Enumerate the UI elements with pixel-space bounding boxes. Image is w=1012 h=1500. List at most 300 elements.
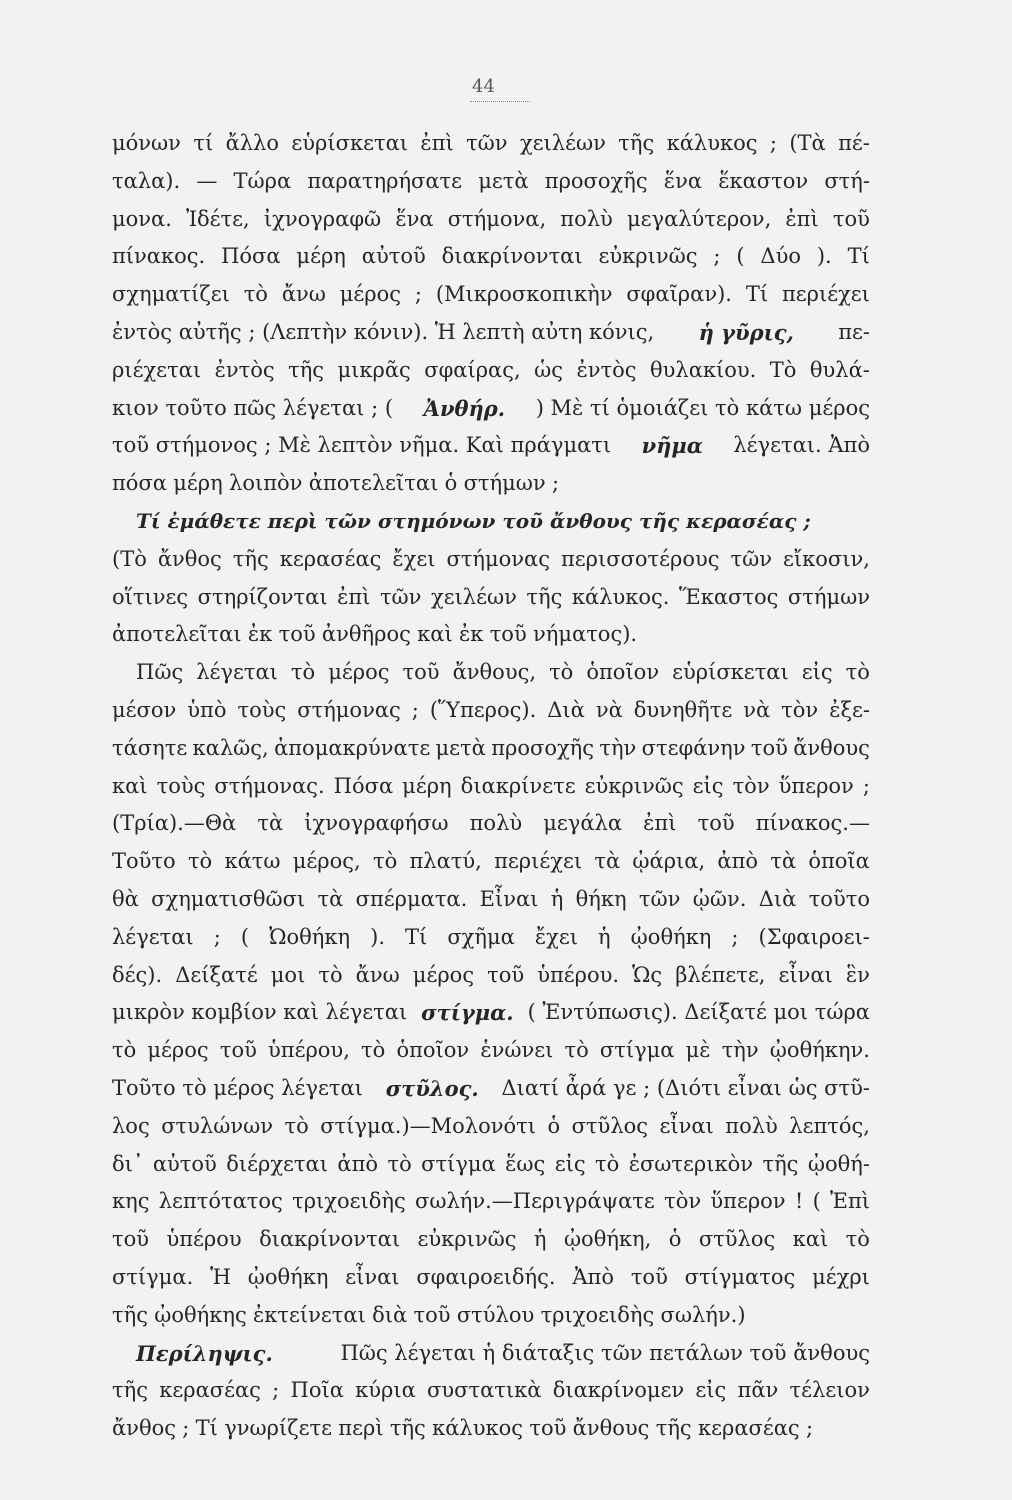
word: (Τρία).—Θὰ <box>112 811 237 836</box>
word: αὐτοῦ <box>361 244 426 269</box>
word: μέρη <box>402 773 452 798</box>
text-line <box>112 1108 870 1146</box>
word: ὁποῖον <box>396 1038 470 1063</box>
word: Δείξατέ <box>175 962 258 987</box>
word: ᾠοθήκη <box>247 1264 329 1289</box>
word: (Ὕπερος). <box>429 697 537 722</box>
word: τί <box>193 131 214 155</box>
word: μὲ <box>685 1038 711 1063</box>
text-line <box>112 465 870 503</box>
word: ἐπὶ <box>420 131 454 155</box>
word: Ὡς <box>632 962 663 987</box>
word: περισσοτέρους <box>560 546 720 571</box>
word: ἕως <box>505 1151 546 1176</box>
text-segment: Τοῦτο τὸ μέρος λέγεται <box>112 1075 363 1100</box>
word: τὸ <box>318 962 343 987</box>
word: προσοχῆς <box>544 168 648 193</box>
word: τοῦ <box>413 1302 451 1327</box>
word: τὸ <box>361 1038 386 1063</box>
word: τὸ <box>284 1113 309 1138</box>
word: ταλα). <box>112 168 181 193</box>
text-line <box>112 1297 870 1335</box>
word: νὰ <box>743 697 771 722</box>
word: Ἐπὶ <box>830 1189 870 1214</box>
word: μεγάλα <box>543 811 623 836</box>
word: τῆς <box>389 1416 426 1441</box>
word: διακρίνομεν <box>552 1378 685 1403</box>
word: εἶναι <box>659 1113 714 1138</box>
word: λέγεται <box>196 660 278 685</box>
word: μόνων <box>112 131 181 155</box>
word: δές). <box>112 962 163 987</box>
word: στίγματος <box>684 1264 796 1289</box>
word: εὑρίσκεται <box>291 131 408 155</box>
emphasized-term: στῦλος. <box>385 1075 479 1101</box>
word: τὸ <box>243 282 268 307</box>
word: τῶν <box>379 584 422 609</box>
word: πίνακος.— <box>755 811 870 836</box>
word: ὡς <box>534 357 564 382</box>
word: τὴν <box>721 1038 759 1063</box>
word: εὐκρινῶς <box>584 773 684 798</box>
word: μέρος, <box>292 849 361 874</box>
word: τὰ <box>770 849 797 874</box>
text-line <box>112 276 870 314</box>
word: Τί <box>405 924 428 949</box>
word: ἄνθους <box>793 735 870 760</box>
word: ; <box>806 1416 814 1441</box>
word: πέ- <box>838 131 870 155</box>
word: ὁ <box>668 1227 682 1252</box>
word: τὰ <box>257 811 284 836</box>
text-line <box>112 994 870 1032</box>
word: τῆς <box>112 1302 148 1327</box>
word: ἕνα <box>663 168 703 193</box>
word: ἐπὶ <box>785 206 819 231</box>
word: εἴκοσιν, <box>783 546 870 571</box>
text-line <box>112 427 870 465</box>
word: ἀπὸ <box>717 849 759 874</box>
word: προσοχῆς <box>491 735 595 760</box>
word: ὕπερον <box>778 773 854 798</box>
word: τὴν <box>599 735 637 760</box>
word: ἐξε- <box>829 697 870 722</box>
text-line <box>112 579 870 617</box>
word: μέρη <box>296 244 346 269</box>
word: κάλυκος. <box>571 584 670 609</box>
text-line <box>112 1259 870 1297</box>
word: στεφάνην <box>641 735 746 760</box>
word: σχῆμα <box>447 924 515 949</box>
text-line <box>112 654 870 692</box>
word: τὸ <box>372 849 398 874</box>
word: τὸν <box>732 773 770 798</box>
word: τὸ <box>845 660 870 685</box>
word: Ποῖα <box>290 1378 344 1403</box>
word: κάλυκος <box>432 1416 524 1441</box>
word: καὶ <box>112 773 148 798</box>
word: νὰ <box>595 697 623 722</box>
word: χειλέων <box>519 131 606 155</box>
word: ἀπὸ <box>337 1151 379 1176</box>
word: ἄνω <box>355 962 400 987</box>
word: σφαίρας, <box>424 357 521 382</box>
word: (Τὰ <box>789 131 826 155</box>
word: ᾠοθήκης <box>154 1302 247 1327</box>
text-segment: Πῶς λέγεται ἡ διάταξις τῶν πετάλων τοῦ ἄνθους <box>340 1340 870 1365</box>
word: ᾠοθήκη, <box>563 1227 652 1252</box>
word: ; <box>182 1416 190 1441</box>
word: πολὺ <box>725 1113 778 1138</box>
word: τοῦτο <box>808 886 870 911</box>
word: ἀποτελεῖται <box>112 622 242 647</box>
text-segment: πε- <box>838 319 870 344</box>
emphasized-term: ἡ γῦρις, <box>698 319 794 345</box>
word: ᾠοθήκη <box>630 924 712 949</box>
word: ὁ <box>444 471 458 496</box>
text-segment: μικρὸν κομβίον καὶ λέγεται <box>112 1000 408 1025</box>
word: εὑρίσκεται <box>672 660 789 685</box>
word: Τί <box>847 244 870 269</box>
text-line <box>112 768 870 806</box>
word: ; <box>731 924 739 949</box>
text-segment: ( Ἐντύπωσις). Δείξατέ μοι τώρα <box>527 1000 870 1025</box>
word: ἡ <box>598 924 611 949</box>
word: εἰς <box>801 660 833 685</box>
word: εἰς <box>692 773 724 798</box>
word: στύλου <box>456 1302 535 1327</box>
word: τῆς <box>288 357 325 382</box>
text-line <box>112 1070 870 1108</box>
word: τοῦ <box>487 962 525 987</box>
word: Τί <box>745 282 769 307</box>
word: κερασέας <box>279 546 382 571</box>
word: τῶν <box>466 131 508 155</box>
word: περὶ <box>338 1416 384 1441</box>
word: τέλειον <box>789 1378 870 1403</box>
word: ; <box>551 471 560 496</box>
text-line <box>112 390 870 428</box>
word: ὑπέρου <box>166 1227 242 1252</box>
word: Πόσα <box>333 773 394 798</box>
word: τὸ <box>549 660 574 685</box>
word: ; <box>713 244 721 269</box>
word: πίνακος. <box>112 244 206 269</box>
text-line <box>112 843 870 881</box>
word: θυλά- <box>809 357 870 382</box>
word: τῆς <box>655 1416 692 1441</box>
text-line <box>112 1221 870 1259</box>
word: ἕνα <box>395 206 434 231</box>
word: ἀπομακρύνατε <box>274 735 431 760</box>
word: ἐκ <box>247 622 273 647</box>
word: σωλήν.) <box>660 1302 746 1327</box>
word: — <box>196 168 218 193</box>
word: τῆς <box>232 546 269 571</box>
word: πλατύ, <box>409 849 482 874</box>
word: διακρίνονται <box>441 244 583 269</box>
word: διακρίνετε <box>460 773 576 798</box>
word: τῶν <box>730 546 773 571</box>
word: ! <box>794 1189 804 1214</box>
text-segment: ἐντὸς αὐτῆς ; (Λεπτὴν κόνιν). Ἡ λεπτὴ αὐτη κόνις, <box>112 319 655 344</box>
word: βλέπετε, <box>675 962 766 987</box>
word: στηρίζονται <box>197 584 328 609</box>
word: τὸ <box>290 660 316 685</box>
word: γνωρίζετε <box>224 1416 332 1441</box>
word: ἄνθους <box>572 1416 650 1441</box>
text-line <box>112 503 870 541</box>
text-line <box>112 805 870 843</box>
word: ᾠάρια, <box>632 849 706 874</box>
word: πόσα <box>112 471 167 496</box>
word: τοῦ <box>219 1038 257 1063</box>
word: εἶναι <box>778 962 833 987</box>
word: τῆς <box>526 584 563 609</box>
word: ἡ <box>533 1227 547 1252</box>
word: μετὰ <box>435 735 486 760</box>
word: ἄνω <box>281 282 326 307</box>
word: περιέχει <box>494 849 583 874</box>
word: Διὰ <box>547 697 585 722</box>
emphasized-term: νῆμα <box>641 433 703 459</box>
word: ). <box>370 924 385 949</box>
word: (Τὸ <box>112 546 147 571</box>
word: ( <box>736 244 745 269</box>
word: τῆς <box>112 1378 148 1403</box>
word: ἄνθος <box>157 546 222 571</box>
word: διὰ <box>372 1302 408 1327</box>
word: οἵτινες <box>112 584 189 609</box>
word: μονα. <box>112 206 172 231</box>
word: στήμονας <box>297 697 401 722</box>
word: ἡ <box>550 886 564 911</box>
word: λεπτότατος <box>158 1189 283 1214</box>
word: χειλέων <box>430 584 517 609</box>
emphasized-term: Περίληψις. <box>136 1340 273 1366</box>
word: ἐντὸς <box>576 357 637 382</box>
word: κάλυκος <box>666 131 758 155</box>
word: Ἀπὸ <box>572 1264 614 1289</box>
word: τοῦ <box>112 1227 150 1252</box>
word: Τὸ <box>769 357 797 382</box>
word: τῆς <box>762 1151 799 1176</box>
word: ἰχνογραφῶ <box>263 206 382 231</box>
word: λεπτός, <box>789 1113 870 1138</box>
word: μεγαλύτερον, <box>626 206 772 231</box>
text-line <box>112 1372 870 1410</box>
emphasized-term: Τί ἐμάθετε περὶ τῶν στημόνων τοῦ ἄνθους τῆς κερασέας ; <box>136 508 811 533</box>
word: ἐντὸς <box>214 357 275 382</box>
word: κερασέας <box>698 1416 800 1441</box>
word: Διὰ <box>758 886 797 911</box>
page-number-rule <box>470 101 530 102</box>
word: ᾠοθήκην. <box>769 1038 870 1063</box>
text-line <box>112 238 870 276</box>
word: τοῦ <box>278 622 316 647</box>
word: ὑπέρου. <box>537 962 620 987</box>
word: στίγμα <box>599 1038 675 1063</box>
word: θυλακίου. <box>649 357 757 382</box>
word: ἐκ <box>458 622 484 647</box>
page-number: 44 <box>472 76 495 97</box>
word: τριχοειδὴς <box>540 1302 655 1327</box>
word: μέρη <box>173 471 223 496</box>
text-segment: λέγεται. Ἀπὸ <box>733 433 870 458</box>
text-line <box>112 541 870 579</box>
word: καὶ <box>792 1227 829 1252</box>
word: σωλήν.—Περιγράψατε <box>415 1189 655 1214</box>
word: καλῶς, <box>192 735 269 760</box>
word: τοῦ <box>529 1416 567 1441</box>
word: τοὺς <box>237 697 287 722</box>
text-line <box>112 1146 870 1184</box>
word: τὸ <box>187 849 213 874</box>
text-line <box>112 201 870 239</box>
text-line <box>112 1335 870 1373</box>
word: κης <box>112 1189 150 1214</box>
word: τοῦ <box>630 1264 668 1289</box>
word: ἔχει <box>534 924 578 949</box>
word: τριχοειδὴς <box>292 1189 406 1214</box>
word: εὐκρινῶς <box>417 1227 517 1252</box>
word: σπέρματα. <box>355 886 468 911</box>
word: ; <box>411 697 419 722</box>
text-line <box>112 352 870 390</box>
word: συστατικὰ <box>427 1378 542 1403</box>
word: σφαῖραν). <box>626 282 732 307</box>
word: Δύο <box>760 244 801 269</box>
word: τοῦ <box>402 660 440 685</box>
word: κερασέας <box>159 1378 261 1403</box>
word: Ἕκαστος <box>679 584 779 609</box>
word: ). <box>816 244 832 269</box>
word: ( <box>812 1189 821 1214</box>
word: μέσον <box>112 697 177 722</box>
word: στήμων <box>463 471 546 496</box>
word: ἀποτελεῖται <box>308 471 439 496</box>
text-line <box>112 881 870 919</box>
word: τοῦ <box>750 735 788 760</box>
word: στῦλος <box>698 1227 776 1252</box>
word: ὕπερον <box>710 1189 786 1214</box>
word: στήμονας. <box>214 773 325 798</box>
text-line <box>112 616 870 654</box>
word: τοῦ <box>489 622 527 647</box>
word: στήμονα, <box>447 206 547 231</box>
word: ; <box>213 924 221 949</box>
text-line <box>112 692 870 730</box>
word: κύρια <box>355 1378 416 1403</box>
word: τῆς <box>618 131 655 155</box>
word: πᾶν <box>737 1378 779 1403</box>
word: Πῶς <box>136 660 184 685</box>
word: τοῦ <box>697 811 735 836</box>
word: δι᾽ <box>112 1151 144 1176</box>
word: Ἰδέτε, <box>186 206 250 231</box>
word: ᾠῶν. <box>692 886 747 911</box>
word: τὸν <box>664 1189 702 1214</box>
word: τὰ <box>317 886 344 911</box>
word: περιέχει <box>781 282 870 307</box>
word: εἶναι <box>345 1264 400 1289</box>
emphasized-term: Ἀνθήρ. <box>423 395 506 421</box>
word: σφαιροειδής. <box>416 1264 556 1289</box>
word: μετὰ <box>478 168 529 193</box>
text-line <box>112 957 870 995</box>
word: (Σφαιροει- <box>758 924 870 949</box>
text-segment: τοῦ στήμονος ; Μὲ λεπτὸν νῆμα. Καὶ πράγματι <box>112 433 612 458</box>
word: εὐκρινῶς <box>598 244 698 269</box>
word: στήμων <box>787 584 870 609</box>
word: δυνηθῆτε <box>633 697 733 722</box>
word: ὑπὸ <box>187 697 227 722</box>
text-line <box>112 730 870 768</box>
word: σχηματισθῶσι <box>151 886 306 911</box>
word: ὁποῖον <box>586 660 660 685</box>
word: στή- <box>824 168 870 193</box>
word: Ὠοθήκη <box>269 924 351 949</box>
word: μέρος <box>412 962 475 987</box>
word: τὸ <box>595 1151 620 1176</box>
word: Τί <box>195 1416 218 1441</box>
word: Εἶναι <box>479 886 539 911</box>
text-line <box>112 1032 870 1070</box>
word: τὸ <box>564 1038 589 1063</box>
word: εἰς <box>554 1151 586 1176</box>
word: ; <box>272 1378 280 1403</box>
word: ἀνθῆρος <box>321 622 411 647</box>
word: ; <box>769 131 777 155</box>
word: ἐπὶ <box>643 811 677 836</box>
body-text <box>112 125 870 1448</box>
word: ( <box>240 924 250 949</box>
word: Τοῦτο <box>112 849 176 874</box>
word: στίγμα.)—Μολονότι <box>320 1113 536 1138</box>
word: ᾠοθή- <box>807 1151 870 1176</box>
word: αὐτοῦ <box>152 1151 217 1176</box>
word: τὸ <box>112 1038 137 1063</box>
text-line <box>112 125 870 163</box>
word: μοι <box>270 962 306 987</box>
word: θήκη <box>575 886 627 911</box>
word: στίγμα <box>421 1151 496 1176</box>
word: ἓν <box>845 962 870 987</box>
word: λέγεται <box>112 924 194 949</box>
text-line <box>112 163 870 201</box>
word: ριέχεται <box>112 357 202 382</box>
word: παρατηρήσατε <box>307 168 463 193</box>
text-segment: κιον τοῦτο πῶς λέγεται ; ( <box>112 395 394 420</box>
word: ἑνώνει <box>480 1038 554 1063</box>
word: τοῦ <box>832 206 870 231</box>
word: καὶ <box>417 622 453 647</box>
text-line <box>112 314 870 352</box>
text-line <box>112 1410 870 1448</box>
word: διέρχεται <box>226 1151 328 1176</box>
word: στήμονας <box>446 546 551 571</box>
word: τὸ <box>387 1151 412 1176</box>
word: ὁποῖα <box>808 849 870 874</box>
word: ἐσωτερικὸν <box>628 1151 754 1176</box>
word: μέρος <box>339 282 402 307</box>
word: ἄνθος <box>112 1416 176 1441</box>
word: μέχρι <box>812 1264 870 1289</box>
word: ἄλλο <box>225 131 280 155</box>
word: πολὺ <box>469 811 523 836</box>
word: μέρος <box>147 1038 209 1063</box>
word: τοὺς <box>156 773 206 798</box>
